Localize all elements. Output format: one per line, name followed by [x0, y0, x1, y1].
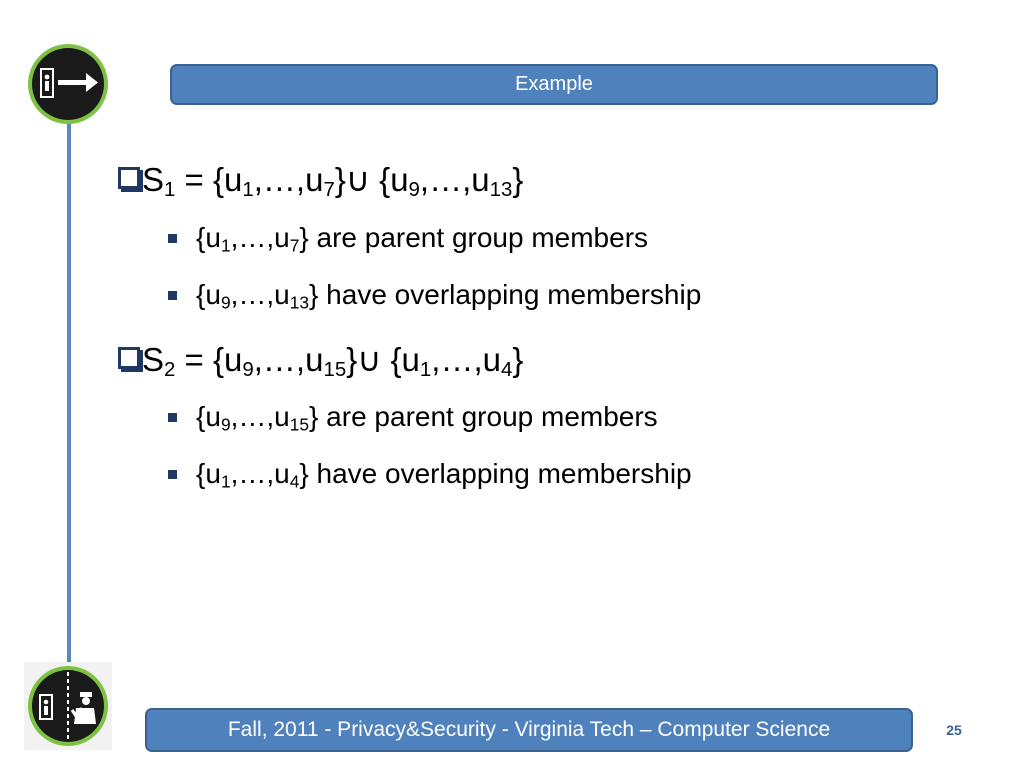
bullet-level1: $S_1$ = $\{u_1,\dots,u_7\}\cup$ $\{u_9,\dots,u_{13}\}$	[118, 160, 523, 199]
bullet-level1: $S_2$ = $\{u_9,\dots,u_{15}\}\cup$ $\{u_1,\dots,u_4\}$	[118, 340, 523, 379]
footer-text: Fall, 2011 - Privacy&Security - Virginia Tech – Computer Science	[227, 718, 831, 741]
square-bullet-icon	[168, 291, 177, 300]
bullet-level2: $\{u_9,\dots,u_{15}\}$ are parent group members	[196, 401, 658, 435]
bullet-level2: $\{u_1,\dots,u_4\}$ have overlapping membership	[196, 458, 692, 492]
slide-footer-bar	[145, 708, 913, 752]
person-exit-arrow-icon	[26, 42, 110, 126]
person-guard-icon	[24, 662, 112, 750]
vertical-accent-line	[67, 120, 71, 668]
bullet-level2: $\{u_9,\dots,u_{13}\}$ have overlapping membership	[196, 279, 702, 313]
bullet-level2: $\{u_1,\dots,u_7\}$ are parent group members	[196, 222, 649, 256]
page-number: 25	[946, 722, 962, 738]
slide-title: Example	[515, 73, 593, 95]
checkbox-bullet-icon	[118, 347, 140, 369]
slide-title-bar	[170, 64, 938, 105]
square-bullet-icon	[168, 413, 177, 422]
square-bullet-icon	[168, 234, 177, 243]
square-bullet-icon	[168, 470, 177, 479]
checkbox-bullet-icon	[118, 167, 140, 189]
